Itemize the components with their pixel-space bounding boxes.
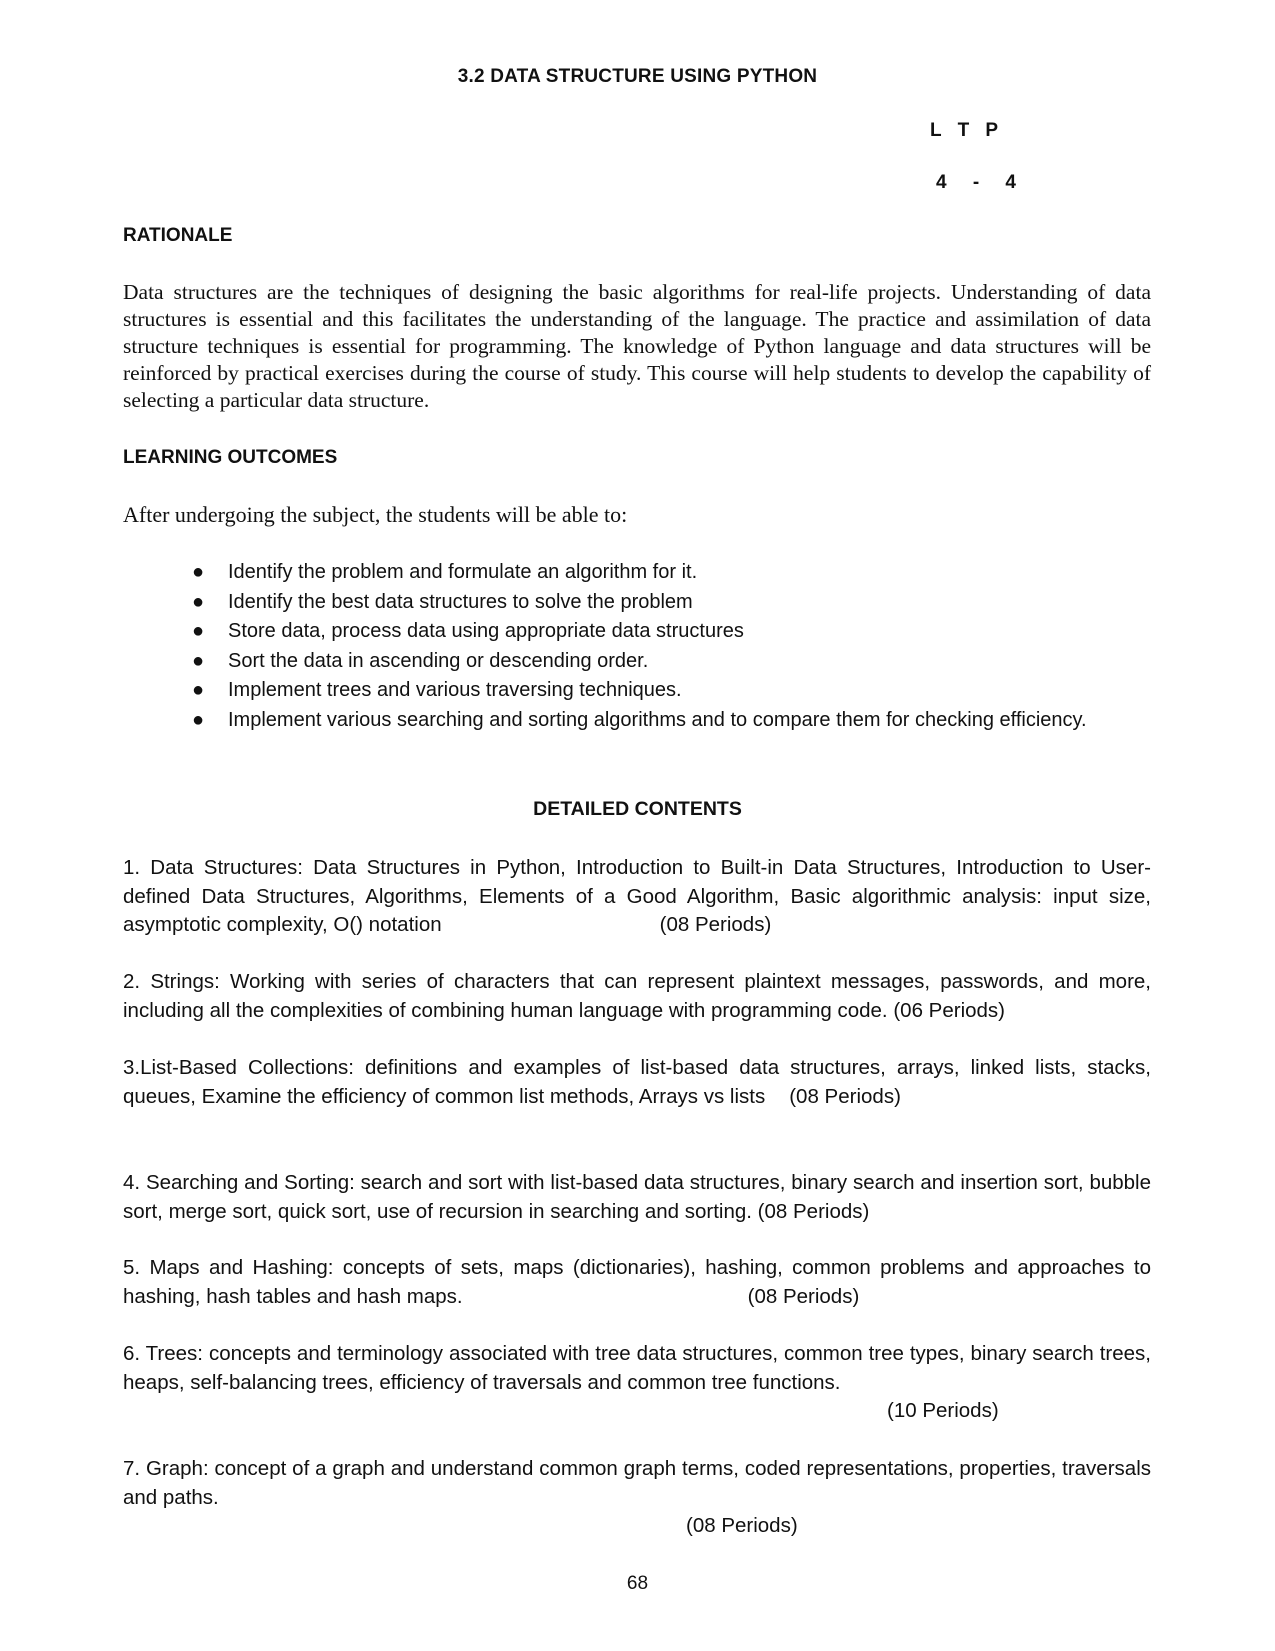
unit-text: 2. Strings: Working with series of characters that can represent plaintext messages, passwords, and more, including all the complexities of combining human language with programming code.: [123, 970, 1151, 1022]
unit-periods: (08 Periods): [747, 1284, 860, 1308]
content-unit-6: [123, 1340, 1151, 1426]
ltp-header: [930, 120, 998, 142]
list-item-text: Sort the data in ascending or descending order.: [228, 649, 649, 672]
detailed-contents-heading: DETAILED CONTENTS: [533, 798, 742, 820]
ltp-label-t: T: [957, 120, 970, 141]
list-item-text: Store data, process data using appropriate data structures: [228, 620, 744, 642]
unit-periods: (08 Periods): [686, 1514, 798, 1537]
bullet-icon: ●: [192, 620, 205, 642]
ltp-label-l: L: [930, 120, 942, 141]
unit-text: 4. Searching and Sorting: search and sort with list-based data structures, binary search and insertion sort, bubble sort, merge sort, quick sort, use of recursion in searching and sorting.: [123, 1171, 1151, 1223]
list-item-text: Implement various searching and sorting algorithms and to compare them for checking efficiency.: [228, 708, 1087, 731]
content-unit-1: [123, 854, 1151, 940]
list-item: [190, 617, 1090, 647]
unit-periods: (06 Periods): [893, 998, 1006, 1022]
ltp-label-p: P: [985, 120, 998, 141]
unit-periods: (08 Periods): [789, 1084, 901, 1108]
list-item: [190, 647, 1090, 677]
learning-outcomes-intro: After undergoing the subject, the students will be able to:: [123, 502, 628, 527]
list-item: [190, 558, 1090, 588]
ltp-value-p: 4: [1005, 172, 1016, 193]
ltp-value-t: -: [972, 172, 980, 193]
content-unit-4: [123, 1169, 1151, 1226]
bullet-icon: ●: [192, 679, 205, 701]
unit-text: 1. Data Structures: Data Structures in Python, Introduction to Built-in Data Structures, Introduction to User-defined Data Structures, Algorithms, Elements of a Good Algorithm, Basic algorithmic analysis: input size, asymptotic complexity, O() notation: [123, 856, 1151, 936]
content-unit-2: [123, 968, 1151, 1025]
unit-text: 3.List-Based Collections: definitions and examples of list-based data structures, arrays, linked lists, stacks, queues, Examine the efficiency of common list methods, Arrays vs lists: [123, 1056, 1151, 1108]
ltp-values: [936, 172, 1016, 194]
unit-periods: (08 Periods): [757, 1199, 870, 1223]
unit-periods: (08 Periods): [659, 913, 772, 936]
unit-text: 5. Maps and Hashing: concepts of sets, maps (dictionaries), hashing, common problems and approaches to hashing, hash tables and hash maps.: [123, 1256, 1151, 1308]
list-item-text: Identify the best data structures to solve the problem: [228, 590, 693, 613]
list-item: [190, 588, 1090, 618]
unit-periods: (10 Periods): [887, 1399, 999, 1422]
rationale-paragraph: Data structures are the techniques of designing the basic algorithms for real-life projects. Understanding of data structures is essential and this facilitates the understanding of the language. The practice and assimilation of data structure techniques is essential for programming. The knowledge of Python language and data structures will be reinforced by practical exercises during the course of study. This course will help students to develop the capability of selecting a particular data structure.: [123, 280, 1151, 412]
content-unit-7: [123, 1455, 1151, 1541]
unit-text: 6. Trees: concepts and terminology associated with tree data structures, common tree types, binary search trees, heaps, self-balancing trees, efficiency of traversals and common tree functions.: [123, 1342, 1151, 1394]
bullet-icon: ●: [192, 590, 205, 613]
content-unit-5: [123, 1254, 1151, 1311]
bullet-icon: ●: [192, 708, 205, 731]
learning-outcomes-list: [190, 558, 1090, 735]
list-item: [190, 676, 1090, 706]
bullet-icon: ●: [192, 649, 205, 672]
learning-outcomes-heading: LEARNING OUTCOMES: [123, 447, 338, 468]
content-unit-3: [123, 1054, 1151, 1111]
list-item-text: Implement trees and various traversing techniques.: [228, 679, 682, 701]
unit-text: 7. Graph: concept of a graph and understand common graph terms, coded representations, properties, traversals and paths.: [123, 1457, 1151, 1509]
rationale-heading: RATIONALE: [123, 225, 233, 246]
list-item: [190, 706, 1090, 736]
bullet-icon: ●: [192, 561, 205, 583]
page-number: 68: [626, 1573, 649, 1594]
page-title: 3.2 DATA STRUCTURE USING PYTHON: [457, 66, 818, 87]
list-item-text: Identify the problem and formulate an algorithm for it.: [228, 561, 698, 583]
ltp-value-l: 4: [936, 172, 947, 193]
